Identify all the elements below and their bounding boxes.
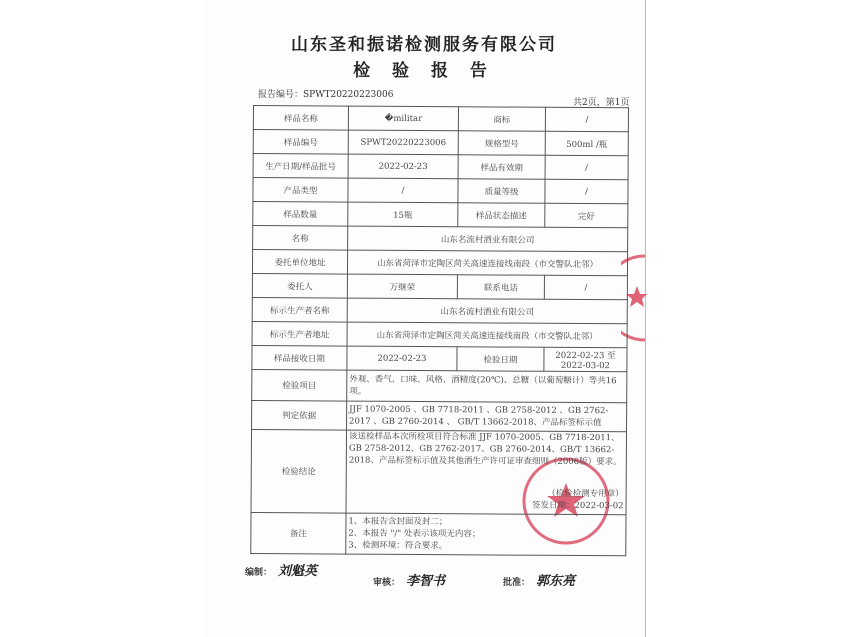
prod-date: 2022-02-23 — [348, 154, 458, 179]
signature: 刘魁英 — [278, 564, 318, 579]
label: 样品状态描述 — [458, 203, 545, 228]
label: 判定依据 — [252, 400, 347, 430]
label: 备注 — [251, 512, 346, 554]
label: 委托单位地址 — [252, 250, 347, 275]
label: 检验日期 — [457, 347, 544, 372]
sample-no: SPWT20220223006 — [348, 130, 458, 155]
approved-by — [503, 570, 575, 589]
remark-line: 1、本报告含封面及封二； — [348, 516, 448, 528]
type: / — [348, 178, 458, 203]
brand: / — [545, 107, 628, 132]
sample-name: �militar — [348, 106, 458, 131]
state: 完好 — [545, 203, 628, 228]
label: 标示生产者地址 — [252, 321, 347, 346]
label: 批准： — [503, 578, 531, 588]
test-items: 外观、香气、口味、风格、酒精度(20℃)、总糖（以葡萄糖计）等共16项。 — [347, 370, 627, 403]
report-number: 报告编号：SPWT20220223006 — [258, 90, 394, 100]
remarks — [346, 513, 626, 556]
label: 产品类型 — [253, 178, 348, 203]
client-person: 万继荣 — [347, 274, 457, 299]
label: 标示生产者名称 — [252, 297, 347, 322]
label: 编制： — [245, 568, 273, 578]
stamp-note: （检验检测专用章） — [547, 488, 624, 500]
signature: 李智书 — [406, 574, 446, 589]
label: 名称 — [253, 226, 348, 251]
remark-line: 3、检测环境：符合要求。 — [348, 540, 448, 552]
client-address: 山东省菏泽市定陶区菏关高速连接线南段（市交警队北邻） — [347, 250, 627, 276]
page-indicator: 共2页，第1页 — [573, 98, 630, 108]
report-page — [203, 0, 646, 637]
label: 联系电话 — [457, 275, 544, 300]
label: 样品编号 — [253, 130, 348, 155]
label: 规格型号 — [458, 131, 545, 156]
receive-date: 2022-02-23 — [347, 346, 457, 371]
label: 样品接收日期 — [252, 345, 347, 370]
conclusion — [346, 430, 627, 515]
remark-line: 2、本报告 "/" 处表示该项无内容； — [348, 528, 481, 540]
test-date: 2022-02-23 至 2022-03-02 — [544, 347, 627, 372]
compiled-by — [245, 560, 317, 579]
label: 样品有效期 — [458, 155, 545, 180]
label: 样品数量 — [253, 202, 348, 227]
client-name: 山东名流村酒业有限公司 — [348, 226, 628, 252]
label: 商标 — [458, 107, 545, 132]
maker-address: 山东省菏泽市定陶区菏关高速连接线南段（市交警队北邻） — [347, 322, 627, 348]
maker-name: 山东名流村酒业有限公司 — [347, 298, 627, 324]
label: 审核： — [373, 578, 401, 588]
label: 检验项目 — [252, 369, 347, 401]
report-title: 检 验 报 告 — [353, 61, 495, 81]
label: 委托人 — [252, 273, 347, 298]
company-name: 山东圣和振诺检测服务有限公司 — [291, 35, 557, 55]
judgement-basis: JJF 1070-2005 、GB 7718-2011 、GB 2758-2012 、GB 2762-2017 、GB 2760-2014 、 GB/T 13662-2018、产品标签标示值 — [347, 401, 627, 432]
sign-date: 签发日期：2022-03-02 — [532, 500, 624, 512]
signature: 郭东亮 — [536, 574, 576, 589]
label: 质量等级 — [458, 179, 545, 204]
label: 样品名称 — [253, 106, 348, 131]
label: 生产日期/样品批号 — [253, 154, 348, 179]
qty: 15瓶 — [348, 202, 458, 227]
label: 检验结论 — [251, 429, 347, 513]
spec: 500ml /瓶 — [545, 131, 628, 156]
report-table — [250, 105, 629, 556]
validity: / — [545, 155, 628, 180]
conclusion-text: 该送检样品本次所检项目符合标准 JJF 1070-2005、GB 7718-2011、GB 2758-2012、GB 2762-2017、GB 2760-2014、GB/T 13662-2018、产品标签标示值及其他酒生产许可证审查细则（2006版）要求。 — [348, 431, 622, 468]
grade: / — [545, 179, 628, 204]
reviewed-by — [373, 570, 445, 589]
phone: / — [544, 275, 627, 300]
